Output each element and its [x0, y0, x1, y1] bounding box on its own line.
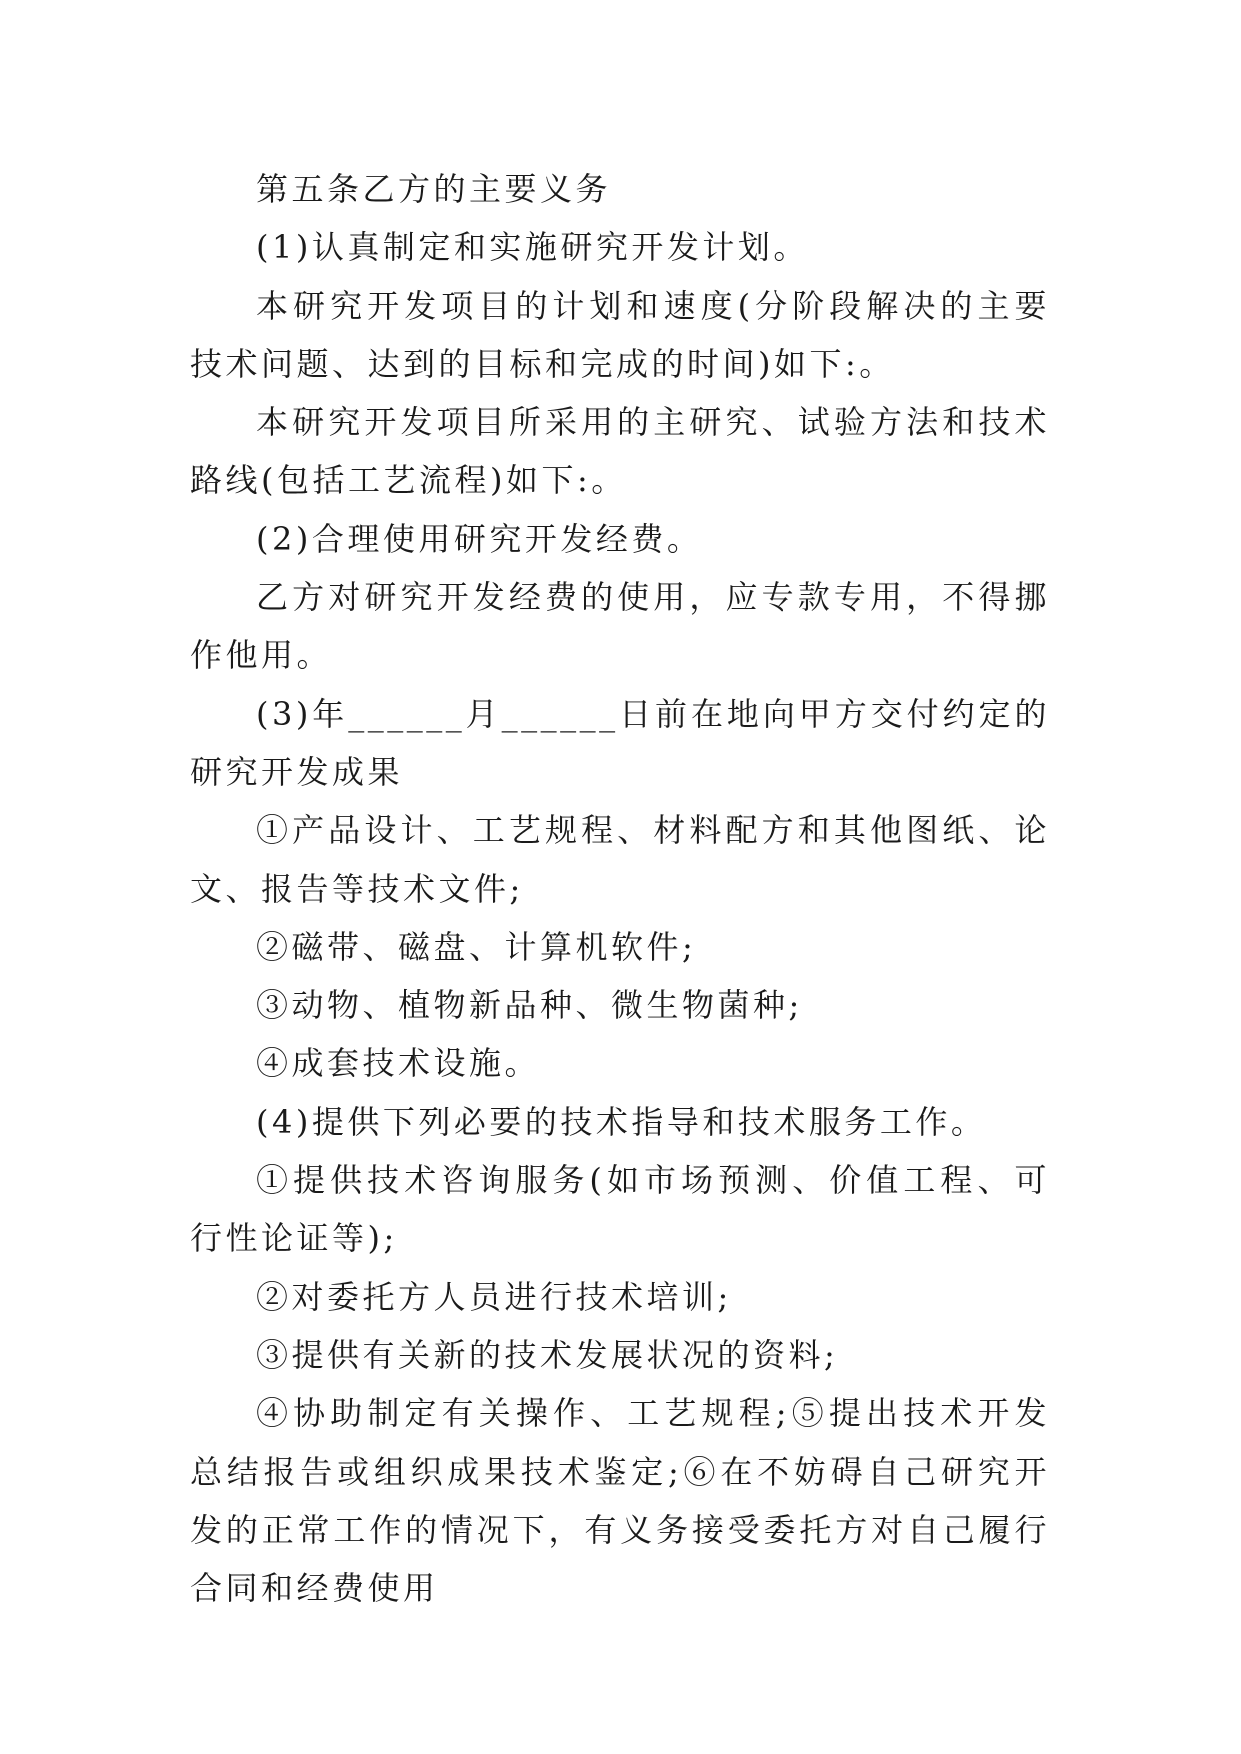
paragraph: (2)合理使用研究开发经费。 — [256, 519, 703, 558]
paragraph: ④协助制定有关操作、工艺规程;⑤提出技术开发总结报告或组织成果技术鉴定;⑥在不妨碍自己研究开发的正常工作的情况下，有义务接受委托方对自己履行合同和经费使用 — [190, 1394, 1050, 1608]
paragraph: ②磁带、磁盘、计算机软件; — [256, 927, 697, 966]
paragraph: ②对委托方人员进行技术培训; — [256, 1277, 732, 1316]
paragraph: ①产品设计、工艺规程、材料配方和其他图纸、论文、报告等技术文件; — [190, 811, 1050, 908]
paragraph: 本研究开发项目的计划和速度(分阶段解决的主要技术问题、达到的目标和完成的时间)如下:。 — [190, 286, 1050, 383]
paragraph: (3)年______月______日前在地向甲方交付约定的研究开发成果 — [190, 694, 1050, 791]
paragraph: 本研究开发项目所采用的主研究、试验方法和技术路线(包括工艺流程)如下:。 — [190, 403, 1050, 500]
paragraph: ④成套技术设施。 — [256, 1044, 541, 1083]
paragraph: 乙方对研究开发经费的使用，应专款专用，不得挪作他用。 — [190, 578, 1050, 675]
section-heading: 第五条乙方的主要义务 — [256, 170, 612, 208]
paragraph: (4)提供下列必要的技术指导和技术服务工作。 — [256, 1102, 987, 1141]
paragraph: ③提供有关新的技术发展状况的资料; — [256, 1335, 839, 1374]
paragraph: (1)认真制定和实施研究开发计划。 — [256, 228, 809, 267]
paragraph: ③动物、植物新品种、微生物菌种; — [256, 986, 803, 1025]
paragraph: ①提供技术咨询服务(如市场预测、价值工程、可行性论证等); — [190, 1161, 1050, 1258]
document-body — [190, 160, 1050, 1617]
